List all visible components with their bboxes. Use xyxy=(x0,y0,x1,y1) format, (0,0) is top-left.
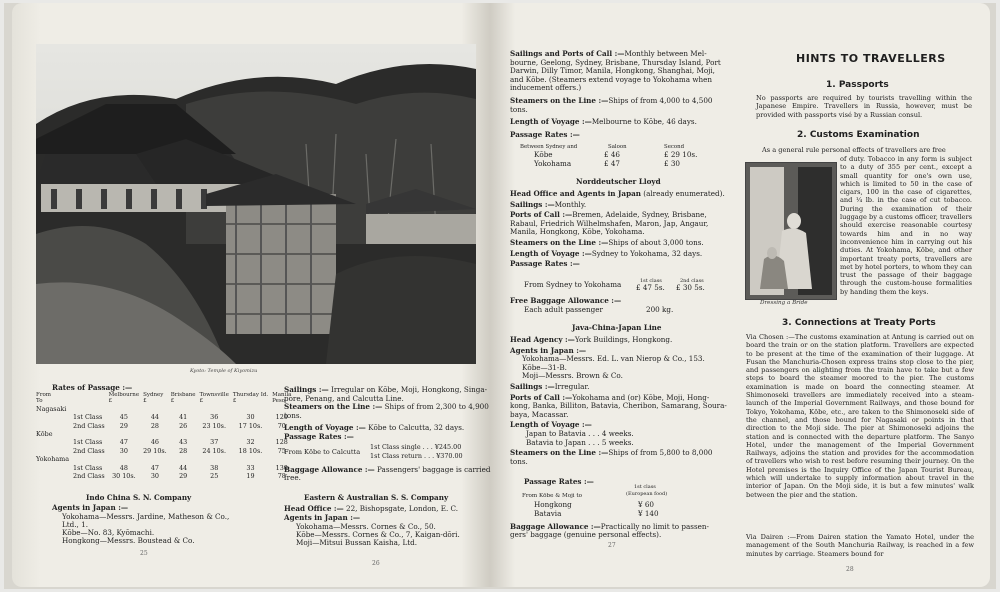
rate-row: £ 29 10s. xyxy=(664,150,698,159)
jcj-line: Ports of Call :—Yokohama and (or) Kōbe, Moji, Hong- xyxy=(510,392,710,402)
jcj-class: 1st class xyxy=(634,484,656,490)
rates-destination xyxy=(34,447,71,455)
ea-agent-line: Yokohama—Messrs. Cornes & Co., 50. xyxy=(296,522,436,531)
nd-line: Passage Rates :— xyxy=(510,259,580,269)
rates-class: 1st Class xyxy=(73,438,103,447)
rates-cell: 120 xyxy=(275,413,288,422)
rates-cell: 30 xyxy=(119,446,128,455)
temple-photo xyxy=(36,44,476,364)
rates-cell: 29 xyxy=(179,472,188,481)
jcj-line: Japan to Batavia . . . 4 weeks. xyxy=(526,428,634,438)
jcj-line: kong, Banka, Billiton, Batavia, Cheribon, Samarang, Soura- xyxy=(510,401,727,411)
sailings-line: and Kōbe. (Steamers extend voyage to Yokohama when xyxy=(510,74,712,84)
rates-destination xyxy=(34,422,71,430)
rates-class: 2nd Class xyxy=(73,421,105,430)
rates-cell: 44 xyxy=(150,413,159,422)
jcj-heading: Java-China-Japan Line xyxy=(572,323,662,332)
rate-row: £ 47 xyxy=(604,159,621,168)
agents-japan-label: Agents in Japan :— xyxy=(52,503,129,512)
norddeutscher-heading: Norddeutscher Lloyd xyxy=(576,177,661,186)
rates-cell: 41 xyxy=(179,413,188,422)
rates-class xyxy=(71,455,107,463)
rates-cell: 70 xyxy=(277,421,286,430)
rates-cell: 48 xyxy=(119,463,128,472)
rates-hdr-between: Between Sydney and xyxy=(520,144,578,150)
rates-cell: 29 10s. xyxy=(143,446,167,455)
rates-cell xyxy=(169,405,198,413)
section-customs: 2. Customs Examination xyxy=(797,130,920,140)
length-line: Length of Voyage :—Melbourne to Kōbe, 46 days. xyxy=(510,117,697,127)
rates-row xyxy=(34,430,293,438)
rates-cell xyxy=(231,405,270,413)
info-line: Length of Voyage :— Kōbe to Calcutta, 32 days. xyxy=(284,423,465,433)
shipping-column xyxy=(510,50,736,139)
free-baggage-text: Each adult passenger xyxy=(524,305,603,314)
jcj-row: ¥ 140 xyxy=(638,509,659,518)
photo-caption: Kyoto: Temple of Kiyomizu xyxy=(190,368,258,374)
rates-class: 1st Class xyxy=(73,463,103,472)
rate-row: £ 46 xyxy=(604,150,621,159)
rates-class xyxy=(71,430,107,438)
rates-cell: 75 xyxy=(277,446,286,455)
rates-destination: Yokohama xyxy=(36,455,70,464)
info-line: Passage Rates :— xyxy=(284,431,354,441)
rates-row xyxy=(34,438,293,446)
rates-cell: 18 10s. xyxy=(238,446,263,455)
hints-title: HINTS TO TRAVELLERS xyxy=(796,52,946,65)
rates-row xyxy=(34,447,293,455)
section-passports: 1. Passports xyxy=(826,80,889,90)
rates-cell: 44 xyxy=(179,463,188,472)
rates-cell xyxy=(198,430,231,438)
rates-cell xyxy=(198,455,231,463)
rates-cell: 45 xyxy=(119,413,128,422)
page-number: 25 xyxy=(140,550,148,557)
baggage-line: Baggage Allowance :— Passengers' baggage is carried xyxy=(284,465,491,474)
nd-line: Rabaul, Friedrich Wilhelmshafen, Maron, Jap, Angaur, xyxy=(510,218,709,228)
nd-line: Manila, Hongkong, Kōbe, Yokohama. xyxy=(510,227,645,237)
jcj-row: Batavia xyxy=(534,509,562,518)
rates-cell xyxy=(141,455,169,463)
rates-cell: 23 10s. xyxy=(202,421,226,430)
col-from: From To xyxy=(36,392,51,405)
rate-row: Kōbe xyxy=(534,150,553,159)
nd-line: Head Office and Agents in Japan (already enumerated). xyxy=(510,189,725,198)
rates-cell xyxy=(231,430,270,438)
rate-row: Yokohama xyxy=(534,159,572,168)
rates-cell: 38 xyxy=(210,463,219,472)
agent-line: Hongkong—Messrs. Boustead & Co. xyxy=(62,536,195,545)
nd-2nd-class: 2nd class xyxy=(680,278,704,284)
rates-cell: 24 10s. xyxy=(202,446,226,455)
rate-row: £ 30 xyxy=(664,159,681,168)
rates-row xyxy=(34,422,293,430)
nd-line: Ports of Call :—Bremen, Adelaide, Sydney, Brisbane, xyxy=(510,210,707,220)
steamers-line: Steamers on the Line :—Ships of from 4,000 to 4,500 xyxy=(510,95,713,105)
rates-class xyxy=(71,405,107,413)
rates-cell: 30 xyxy=(246,413,255,422)
col-brisbane: Brisbane £ xyxy=(170,392,196,405)
calcutta-single: 1st Class single . . . ¥245.00 xyxy=(370,443,462,451)
info-line: Steamers on the Line :— Ships of from 2,300 to 4,900 xyxy=(284,402,489,412)
nd-line: Sailings :—Monthly. xyxy=(510,199,587,209)
nd-1st-value: £ 47 5s. xyxy=(636,283,665,292)
rates-cell xyxy=(107,430,141,438)
rates-destination xyxy=(34,472,71,480)
rates-destination xyxy=(34,464,71,472)
rates-cell xyxy=(107,405,141,413)
nd-line: Length of Voyage :—Sydney to Yokohama, 32 days. xyxy=(510,248,703,258)
indo-china-heading: Indo China S. N. Company xyxy=(86,493,192,502)
page-number: 27 xyxy=(608,542,616,549)
bride-caption: Dressing a Bride xyxy=(760,300,808,306)
rates-cell: 26 xyxy=(179,421,188,430)
agent-line: Kōbe—No. 83, Kyōmachi. xyxy=(62,528,155,537)
ea-agent-line: Kōbe—Messrs. Cornes & Co., 7, Kaigan-dōri. xyxy=(296,530,460,539)
rates-cell: 30 10s. xyxy=(112,472,136,481)
jcj-row: ¥ 60 xyxy=(638,500,655,509)
nd-from: From Sydney to Yokohama xyxy=(524,280,622,289)
calcutta-return: 1st Class return . . . ¥370.00 xyxy=(370,452,463,460)
rates-cell xyxy=(231,455,270,463)
rates-cell: 78 xyxy=(277,472,286,481)
rates-cell xyxy=(198,405,231,413)
info-line: tons. xyxy=(284,410,302,420)
rates-row xyxy=(34,455,293,463)
customs-lead: As a general rule personal effects of travellers are free xyxy=(762,146,946,154)
rates-cell: 30 xyxy=(150,472,159,481)
eastern-heading: Eastern & Australian S. S. Company xyxy=(304,493,449,502)
free-baggage-label: Free Baggage Allowance :— xyxy=(510,296,622,305)
jcj-line: baya, Macassar. xyxy=(510,409,569,419)
jcj-line: Yokohama—Messrs. Ed. L. van Nierop & Co., 153. xyxy=(522,354,705,364)
rates-hdr-second: Second xyxy=(664,144,685,150)
rates-cell: 19 xyxy=(246,472,255,481)
rates-destination: Nagasaki xyxy=(36,404,67,413)
bride-photo xyxy=(745,162,837,300)
connections-text: Via Chosen :—The customs examination at Antung is carried out on board the train or on the station platform. Travellers are expected to be present at the time of the examination of their luggage. At Fusan the Manchuria-Chosen express trains stop close to the pier, and passengers on alighting from the train have to take but a few steps to board the steamer moored to the pier. The customs examination is made on board the connecting steamer. At Shimonoseki travellers are immediately received into a steam-launch of the Imperial Government Railways, and those bound for Tokyo, Yokohama, Kōbe, etc., are taken to the Shimonoseki side of the channel, and those bound for Nagasaki or points in that direction to the Moji side. The pier at Shimonoseki adjoins the station and is connected with the departure platform. The Sanyo Hotel, under the management of the Imperial Government Railways, adjoins the station and provides for the accommodation of travellers who wish to rest before resuming their journey. On the Hotel premises is the Inquiry Office of the Japan Tourist Bureau, which will undertake to supply information about travel in the interior of Japan. On the Moji side, it is but a few minutes' walk between the pier and the station. xyxy=(746,333,974,499)
customs-text: of duty. Tobacco in any form is subject to a duty of 355 per cent., except a small quantity for one's own use, which is limited to 50 in the case of cigars, 100 in the case of cigarettes, and ¼ lb. in the case of cut tobacco. During the examination of their luggage by a customs officer, travellers should exercise reasonable courtesy towards him and in no way inconvenience him in carrying out his duties. At Yokohama, Kōbe, and other important treaty ports, travellers are met by hotel porters, to whom they can trust the passage of their baggage through the custom-house formalities by handing them the keys. xyxy=(840,155,972,296)
rates-cell: 47 xyxy=(150,463,159,472)
jcj-line: Steamers on the Line :—Ships of from 5,800 to 8,000 xyxy=(510,448,713,458)
jcj-line: tons. xyxy=(510,456,528,466)
rates-label: Passage Rates :— xyxy=(510,129,580,139)
agent-line: Ltd., 1. xyxy=(62,520,88,529)
page-number: 26 xyxy=(372,560,380,567)
rates-cell xyxy=(169,430,198,438)
rates-cell: 29 xyxy=(119,421,128,430)
col-thursday: Thursday Id. £ xyxy=(232,392,269,405)
calcutta-block xyxy=(284,386,489,442)
rates-destination xyxy=(34,438,71,446)
rates-class: 2nd Class xyxy=(73,446,105,455)
rates-cell: 43 xyxy=(179,438,188,447)
jcj-food: (European food) xyxy=(626,491,668,497)
ea-agents-label: Agents in Japan :— xyxy=(284,513,361,522)
rates-cell xyxy=(141,405,169,413)
rates-cell: 28 xyxy=(150,421,159,430)
rates-table xyxy=(34,392,293,480)
rates-cell: 36 xyxy=(210,413,219,422)
info-line: Sailings :— Irregular on Kōbe, Moji, Hongkong, Singa- xyxy=(284,385,488,394)
sailings-line: Sailings and Ports of Call :—Monthly between Mel- xyxy=(510,49,707,58)
rates-cell xyxy=(107,455,141,463)
jcj-line: Sailings :—Irregular. xyxy=(510,381,590,391)
rates-row xyxy=(34,405,293,413)
jcj-line: Length of Voyage :— xyxy=(510,420,592,430)
steamers-line: tons. xyxy=(510,104,528,114)
rates-cell xyxy=(141,430,169,438)
col-melbourne: Melbourne £ xyxy=(108,392,140,405)
info-line: pore, Penang, and Calcutta Line. xyxy=(284,393,404,403)
sailings-line: Darwin, Dilly Timor, Manila, Hongkong, Shanghai, Moji, xyxy=(510,66,715,76)
nd-line: Steamers on the Line :—Ships of about 3,000 tons. xyxy=(510,237,704,247)
col-sydney: Sydney £ xyxy=(143,392,164,405)
rates-cell: 32 xyxy=(246,438,255,447)
rates-heading: Rates of Passage :— xyxy=(52,383,133,392)
jcj-from: From Kōbe & Moji to xyxy=(522,493,582,499)
rates-cell xyxy=(169,455,198,463)
jcj-baggage: gers' baggage (genuine personal effects). xyxy=(510,530,662,539)
jcj-line: Moji—Messrs. Brown & Co. xyxy=(522,371,623,381)
jcj-rates-label: Passage Rates :— xyxy=(524,477,594,486)
rates-cell: 46 xyxy=(150,438,159,447)
rates-cell: 128 xyxy=(275,438,288,447)
rates-cell: 28 xyxy=(179,446,188,455)
rates-cell: 25 xyxy=(210,472,219,481)
jcj-baggage: Baggage Allowance :—Practically no limit to passen- xyxy=(510,522,709,531)
jcj-line: Batavia to Japan . . . 5 weeks. xyxy=(526,437,634,447)
head-office-line: Head Office :— 22, Bishopsgate, London, E. C. xyxy=(284,504,459,513)
rates-row xyxy=(34,472,293,480)
col-manila: Manila Peso xyxy=(272,392,292,405)
rates-cell: 37 xyxy=(210,438,219,447)
sailings-line: inducement offers.) xyxy=(510,83,582,93)
nd-block xyxy=(510,190,725,269)
rates-cell: 47 xyxy=(119,438,128,447)
rates-class: 1st Class xyxy=(73,413,103,422)
page-number: 28 xyxy=(846,566,854,573)
rates-cell: 33 xyxy=(246,463,255,472)
baggage-line: free. xyxy=(284,473,301,482)
nd-1st-class: 1st class xyxy=(640,278,662,284)
connections-dairen: Via Dairen :—From Dairen station the Yamato Hotel, under the management of the South Manchuria Railway, is reached in a few minutes by carriage. Steamers bound for xyxy=(746,533,974,558)
rates-cell: 130 xyxy=(275,463,288,472)
nd-2nd-value: £ 30 5s. xyxy=(676,283,705,292)
rates-class: 2nd Class xyxy=(73,472,105,481)
jcj-row: Hongkong xyxy=(534,500,572,509)
agent-line: Yokohama—Messrs. Jardine, Matheson & Co., xyxy=(62,512,230,521)
rates-cell: 17 10s. xyxy=(238,421,263,430)
free-baggage-value: 200 kg. xyxy=(646,305,674,314)
jcj-line: Kōbe—31-B. xyxy=(522,362,567,372)
rates-row xyxy=(34,413,293,421)
jcj-block xyxy=(510,336,727,466)
rates-destination: Kōbe xyxy=(36,430,53,439)
jcj-line: Head Agency :—York Buildings, Hongkong. xyxy=(510,335,673,344)
col-townsville: Townsville £ xyxy=(199,392,229,405)
rates-hdr-saloon: Saloon xyxy=(608,144,627,150)
section-connections: 3. Connections at Treaty Ports xyxy=(782,318,936,328)
calcutta-from: From Kōbe to Calcutta xyxy=(284,448,361,456)
rates-destination xyxy=(34,413,71,421)
jcj-line: Agents in Japan :— xyxy=(510,345,587,355)
ea-agent-line: Moji—Mitsui Bussan Kaisha, Ltd. xyxy=(296,538,418,547)
rates-row xyxy=(34,464,293,472)
sailings-line: bourne, Geelong, Sydney, Brisbane, Thursday Island, Port xyxy=(510,57,721,67)
passports-text: No passports are required by tourists travelling within the Japanese Empire. Travellers in Russia, however, must be provided with passports visé by a Russian consul. xyxy=(756,94,972,119)
